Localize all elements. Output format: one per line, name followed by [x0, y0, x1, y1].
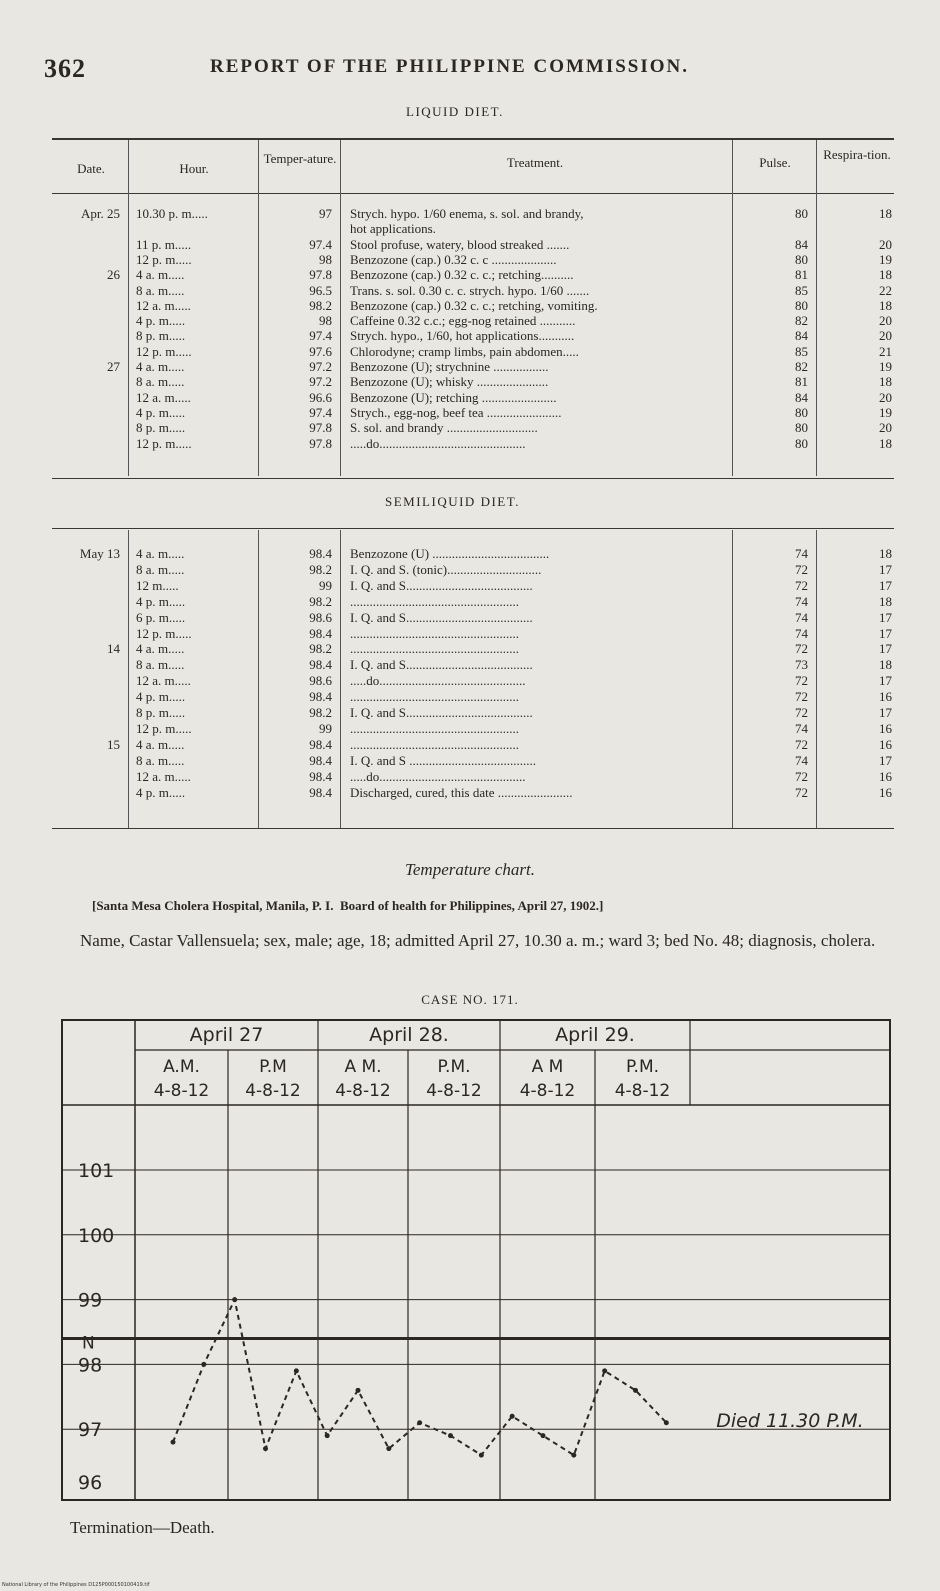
temperature-point [664, 1420, 669, 1425]
row-temperature: 98.4 [309, 784, 332, 800]
row-pulse: 84 [795, 236, 808, 252]
row-pulse: 72 [795, 673, 808, 689]
row-respiration: 20 [879, 389, 892, 405]
row-temperature: 96.5 [309, 282, 332, 298]
row-respiration: 16 [879, 768, 892, 784]
period-label: P.M. [437, 1057, 471, 1077]
temperature-point [325, 1433, 330, 1438]
row-respiration: 22 [879, 282, 892, 298]
row-temperature: 97.4 [309, 404, 332, 420]
row-treatment: .................................................... [350, 641, 519, 657]
chart-caption: Temperature chart. [404, 860, 535, 879]
liquid-diet-heading: LIQUID DIET. [406, 104, 504, 119]
row-treatment: I. Q. and S. (tonic)............................. [350, 561, 542, 577]
period-label: A M. [344, 1057, 382, 1077]
y-tick-label: 99 [78, 1289, 103, 1312]
row-pulse: 82 [795, 359, 808, 374]
temperature-point [541, 1433, 546, 1438]
temperature-point [356, 1388, 361, 1393]
source-board: Board of health for Philippines, April 27, 1902.] [339, 898, 604, 913]
row-respiration: 17 [879, 673, 892, 689]
row-hour: 8 p. m..... [136, 420, 186, 436]
row-date: 27 [107, 359, 120, 374]
row-temperature: 97.8 [309, 420, 332, 436]
row-pulse: 81 [795, 374, 808, 390]
death-annotation: Died 11.30 P.M. [716, 1410, 864, 1432]
day-label: April 28. [369, 1024, 449, 1046]
period-label: A M [531, 1057, 564, 1077]
col-hour-header: Hour. [179, 161, 209, 176]
row-respiration: 18 [879, 546, 892, 561]
row-treatment: .................................................... [350, 625, 519, 641]
row-pulse: 84 [795, 389, 808, 405]
row-pulse: 72 [795, 705, 808, 720]
period-hours: 4-8-12 [153, 1081, 210, 1101]
row-temperature: 97.8 [309, 267, 332, 283]
temperature-point [571, 1453, 576, 1458]
row-respiration: 16 [879, 689, 892, 705]
row-temperature: 98 [319, 313, 332, 329]
col-respiration-header: Respira-tion. [823, 147, 891, 162]
row-treatment: .................................................... [350, 593, 519, 609]
row-respiration: 16 [879, 736, 892, 752]
row-respiration: 17 [879, 641, 892, 657]
row-date: May 13 [79, 546, 120, 561]
row-date: Apr. 25 [81, 206, 120, 221]
row-treatment: I. Q. and S....................................... [350, 657, 533, 673]
period-label: P.M [259, 1057, 287, 1077]
period-label: A.M. [163, 1057, 200, 1077]
row-hour: 8 p. m..... [136, 328, 186, 344]
row-pulse: 74 [795, 625, 808, 641]
row-hour: 4 p. m..... [136, 593, 186, 609]
row-respiration: 20 [879, 313, 892, 329]
row-respiration: 17 [879, 705, 892, 720]
row-temperature: 99 [319, 720, 332, 736]
row-respiration: 16 [879, 720, 892, 736]
row-temperature: 98.4 [309, 736, 332, 752]
row-treatment: .....do............................................. [350, 768, 526, 784]
row-treatment: Benzozone (cap.) 0.32 c. c.; retching.......... [350, 267, 574, 283]
row-treatment: I. Q. and S....................................... [350, 705, 533, 720]
row-pulse: 80 [795, 404, 808, 420]
period-label: P.M. [625, 1057, 660, 1077]
row-pulse: 80 [795, 435, 808, 451]
row-temperature: 97.8 [309, 435, 332, 451]
row-temperature: 97.2 [309, 359, 332, 374]
row-temperature: 98.4 [309, 657, 332, 673]
row-treatment: Benzozone (U) .................................... [350, 546, 550, 561]
row-treatment: Strych., egg-nog, beef tea ....................... [350, 404, 562, 420]
row-hour: 10.30 p. m..... [136, 206, 208, 221]
row-pulse: 72 [795, 768, 808, 784]
row-treatment: .................................................... [350, 720, 519, 736]
row-hour: 12 p. m..... [136, 343, 192, 359]
row-temperature: 98.4 [309, 689, 332, 705]
row-respiration: 20 [879, 328, 892, 344]
row-pulse: 81 [795, 267, 808, 283]
row-treatment: I. Q. and S....................................... [350, 577, 533, 593]
temperature-series [171, 1297, 669, 1458]
row-hour: 4 p. m..... [136, 784, 186, 800]
row-pulse: 80 [795, 251, 808, 267]
row-pulse: 72 [795, 561, 808, 577]
row-treatment: Strych. hypo., 1/60, hot applications........... [350, 328, 575, 344]
row-respiration: 18 [879, 435, 892, 451]
row-respiration: 18 [879, 206, 892, 221]
y-tick-label: 100 [78, 1224, 115, 1247]
row-treatment: Benzozone (cap.) 0.32 c. c.; retching, vomiting. [350, 297, 598, 313]
row-hour: 8 a. m..... [136, 752, 185, 768]
y-tick-label: 97 [78, 1419, 103, 1442]
termination-note: Termination—Death. [70, 1518, 215, 1537]
row-respiration: 17 [879, 561, 892, 577]
row-treatment: Discharged, cured, this date ....................... [350, 784, 573, 800]
temperature-point [263, 1446, 268, 1451]
temperature-point [633, 1388, 638, 1393]
row-date: 26 [107, 267, 120, 283]
row-respiration: 20 [879, 420, 892, 436]
row-pulse: 82 [795, 313, 808, 329]
row-pulse: 74 [795, 546, 808, 561]
row-temperature: 98.2 [309, 297, 332, 313]
case-number: CASE NO. 171. [421, 992, 519, 1007]
row-treatment: Stool profuse, watery, blood streaked ....... [350, 236, 570, 252]
row-pulse: 72 [795, 689, 808, 705]
day-label: April 27 [189, 1024, 264, 1046]
chart-labels [78, 1024, 864, 1494]
row-hour: 4 p. m..... [136, 689, 186, 705]
row-temperature: 96.6 [309, 389, 332, 405]
row-hour: 4 p. m..... [136, 313, 186, 329]
row-treatment: Benzozone (U); retching ....................... [350, 389, 557, 405]
row-temperature: 98.4 [309, 768, 332, 784]
row-respiration: 17 [879, 609, 892, 625]
temperature-point [448, 1433, 453, 1438]
row-hour: 4 p. m..... [136, 404, 186, 420]
row-treatment: .....do............................................. [350, 435, 526, 451]
row-hour: 8 a. m..... [136, 561, 185, 577]
row-respiration: 19 [879, 251, 892, 267]
source-hospital: [Santa Mesa Cholera Hospital, Manila, P. I. [92, 898, 334, 913]
row-pulse: 80 [795, 420, 808, 436]
temperature-point [232, 1297, 237, 1302]
row-temperature: 98.6 [309, 609, 332, 625]
row-temperature: 98.6 [309, 673, 332, 689]
period-hours: 4-8-12 [245, 1081, 301, 1101]
row-pulse: 73 [795, 657, 808, 673]
row-respiration: 18 [879, 374, 892, 390]
row-respiration: 18 [879, 593, 892, 609]
row-treatment: Chlorodyne; cramp limbs, pain abdomen..... [350, 343, 579, 359]
row-respiration: 17 [879, 625, 892, 641]
row-pulse: 85 [795, 282, 808, 298]
row-hour: 8 p. m..... [136, 705, 186, 720]
row-pulse: 80 [795, 206, 808, 221]
row-pulse: 80 [795, 297, 808, 313]
row-temperature: 97.4 [309, 328, 332, 344]
row-respiration: 17 [879, 577, 892, 593]
row-treatment: Trans. s. sol. 0.30 c. c. strych. hypo. 1/60 ....... [350, 282, 590, 298]
row-treatment: .................................................... [350, 689, 519, 705]
row-respiration: 19 [879, 359, 892, 374]
row-treatment: Benzozone (U); whisky ...................... [350, 374, 549, 390]
row-respiration: 18 [879, 297, 892, 313]
row-hour: 6 p. m..... [136, 609, 186, 625]
row-temperature: 98.2 [309, 593, 332, 609]
col-pulse-header: Pulse. [759, 155, 791, 170]
row-hour: 4 a. m..... [136, 267, 185, 283]
row-temperature: 97 [319, 206, 332, 221]
row-pulse: 84 [795, 328, 808, 344]
row-hour: 8 a. m..... [136, 282, 185, 298]
row-hour: 11 p. m..... [136, 236, 192, 252]
row-hour: 12 p. m..... [136, 435, 192, 451]
row-pulse: 72 [795, 736, 808, 752]
row-hour: 8 a. m..... [136, 374, 185, 390]
row-treatment: Benzozone (U); strychnine ................. [350, 359, 549, 374]
row-pulse: 74 [795, 593, 808, 609]
row-pulse: 72 [795, 784, 808, 800]
row-hour: 12 a. m..... [136, 673, 191, 689]
row-treatment: Strych. hypo. 1/60 enema, s. sol. and brandy, [350, 206, 584, 221]
row-respiration: 16 [879, 784, 892, 800]
running-head: REPORT OF THE PHILIPPINE COMMISSION. [210, 56, 690, 77]
row-temperature: 99 [319, 577, 332, 593]
row-treatment: .....do............................................. [350, 673, 526, 689]
period-hours: 4-8-12 [519, 1081, 576, 1101]
row-treatment: Caffeine 0.32 c.c.; egg-nog retained ........... [350, 313, 576, 329]
temperature-point [386, 1446, 391, 1451]
normal-label: N [82, 1333, 95, 1354]
row-respiration: 21 [879, 343, 892, 359]
scan-footer: National Library of the Philippines D125P000150100419.tif [2, 1582, 150, 1588]
row-date: 15 [107, 736, 120, 752]
semiliquid-diet-heading: SEMILIQUID DIET. [385, 494, 520, 509]
row-temperature: 98.2 [309, 641, 332, 657]
row-hour: 12 m..... [136, 577, 179, 593]
row-hour: 4 a. m..... [136, 359, 185, 374]
row-hour: 12 p. m..... [136, 625, 192, 641]
row-hour: 8 a. m..... [136, 657, 185, 673]
col-date-header: Date. [77, 161, 105, 176]
row-hour: 12 a. m..... [136, 389, 191, 405]
row-temperature: 97.2 [309, 374, 332, 390]
temperature-point [201, 1362, 206, 1367]
day-label: April 29. [555, 1024, 635, 1046]
row-pulse: 72 [795, 577, 808, 593]
row-temperature: 98.4 [309, 546, 332, 561]
col-treatment-header: Treatment. [506, 155, 564, 170]
period-hours: 4-8-12 [614, 1081, 671, 1101]
page-number: 362 [44, 54, 86, 83]
row-respiration: 20 [879, 236, 892, 252]
row-hour: 4 a. m..... [136, 641, 185, 657]
row-pulse: 72 [795, 641, 808, 657]
row-pulse: 74 [795, 720, 808, 736]
temperature-point [171, 1440, 176, 1445]
y-tick-label: 96 [78, 1472, 103, 1494]
row-hour: 12 a. m..... [136, 768, 191, 784]
row-temperature: 98 [319, 251, 332, 267]
row-respiration: 18 [879, 657, 892, 673]
y-tick-label: 101 [78, 1160, 115, 1182]
temperature-line [173, 1300, 666, 1456]
row-pulse: 74 [795, 752, 808, 768]
row-respiration: 17 [879, 752, 892, 768]
y-tick-label: 98 [78, 1354, 103, 1377]
row-treatment: .................................................... [350, 736, 519, 752]
row-treatment: I. Q. and S....................................... [350, 609, 533, 625]
row-treatment: Benzozone (cap.) 0.32 c. c .................... [350, 251, 557, 267]
period-hours: 4-8-12 [335, 1081, 391, 1101]
row-temperature: 97.6 [309, 343, 332, 359]
row-respiration: 18 [879, 267, 892, 283]
row-pulse: 74 [795, 609, 808, 625]
row-pulse: 85 [795, 343, 808, 359]
row-temperature: 98.2 [309, 561, 332, 577]
temperature-point [510, 1414, 515, 1419]
row-temperature: 98.4 [309, 752, 332, 768]
temperature-point [602, 1368, 607, 1373]
row-treatment: S. sol. and brandy ............................ [350, 420, 538, 436]
temperature-point [417, 1420, 422, 1425]
row-hour: 4 a. m..... [136, 546, 185, 561]
temperature-point [479, 1453, 484, 1458]
row-temperature: 98.4 [309, 625, 332, 641]
row-treatment: hot applications. [350, 221, 436, 237]
row-hour: 12 a. m..... [136, 297, 191, 313]
patient-info: Name, Castar Vallensuela; sex, male; age, 18; admitted April 27, 10.30 a. m.; ward 3; bed No. 48; diagnosis, cholera. [80, 931, 876, 950]
row-hour: 4 a. m..... [136, 736, 185, 752]
col-temperature-header: Temper-ature. [263, 151, 337, 166]
row-hour: 12 p. m..... [136, 720, 192, 736]
row-date: 14 [107, 641, 120, 657]
period-hours: 4-8-12 [426, 1081, 482, 1101]
row-treatment: I. Q. and S ....................................... [350, 752, 536, 768]
temperature-point [294, 1368, 299, 1373]
row-temperature: 97.4 [309, 236, 332, 252]
row-hour: 12 p. m..... [136, 251, 192, 267]
row-respiration: 19 [879, 404, 892, 420]
row-temperature: 98.2 [309, 705, 332, 720]
